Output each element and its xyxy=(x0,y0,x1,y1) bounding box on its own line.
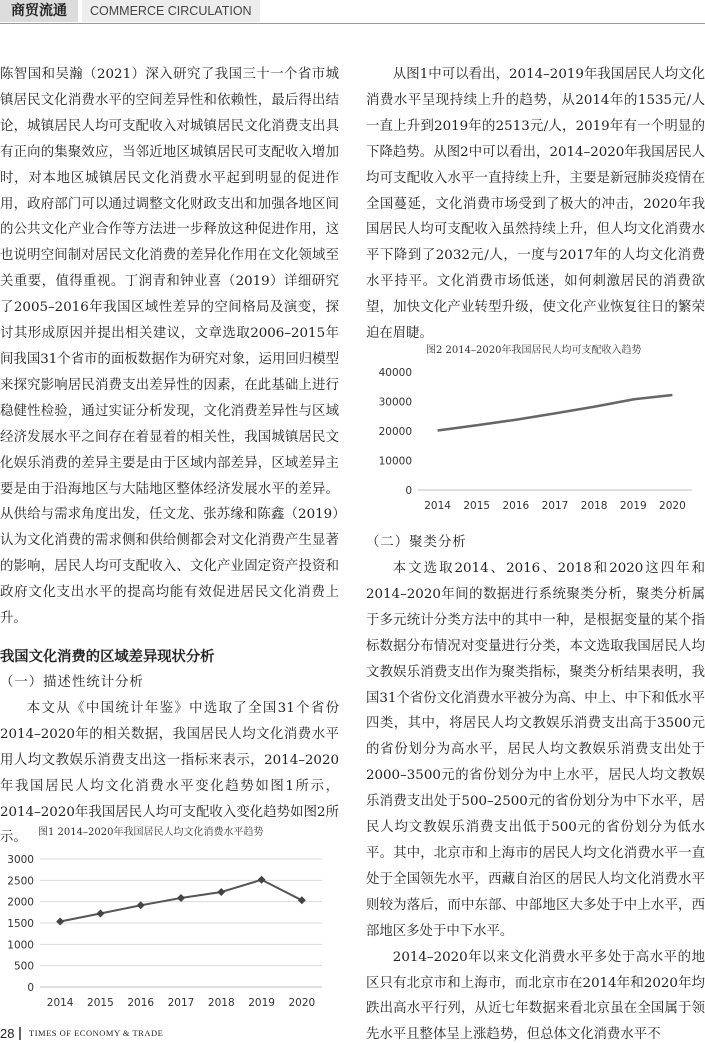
figure-2-y-tick-label: 10000 xyxy=(378,455,412,468)
figure-1-x-tick-label: 2019 xyxy=(248,997,275,1009)
figure-1-data-point xyxy=(96,909,104,917)
figure-1-data-point xyxy=(137,901,145,909)
figure-2-y-tick-label: 0 xyxy=(405,485,412,497)
right-paragraph-1: 从图1中可以看出，2014–2019年我国居民人均文化消费水平呈现持续上升的趋势，从2014年的1535元/人一直上升到2019年的2513元/人，2019年有一个明显的下降趋势。从图2中可以看出，2014–2020年我国居民人均可支配收入水平一直持续上升，主要是新冠肺炎疫情在全国蔓延，文化消费市场受到了极大的冲击，2020年我国居民人均可支配收入虽然持续上升，但人均文化消费水平下降到了2032元/人，一度与2017年的人均文化消费水平持平。文化消费市场低迷，如何刺激居民的消费欲望，加快文化产业转型升级，使文化产业恢复往日的繁荣迫在眉睫。 xyxy=(366,67,705,342)
figure-1-y-tick-label: 1500 xyxy=(7,918,34,930)
figure-1-data-point xyxy=(177,894,185,902)
figure-2-series-line xyxy=(438,395,673,430)
figure-2-caption: 图2 2014–2020年我国居民人均可支配收入趋势 xyxy=(426,345,642,356)
figure-1-x-tick-label: 2014 xyxy=(46,997,74,1009)
figure-1 xyxy=(0,826,339,1014)
figure-2-chart xyxy=(366,360,705,516)
figure-1-data-point xyxy=(298,896,306,904)
left-column xyxy=(0,62,339,851)
page-footer xyxy=(0,1024,705,1043)
header-rule xyxy=(0,23,705,24)
figure-1-x-tick-label: 2015 xyxy=(87,997,114,1009)
figure-1-x-tick-label: 2017 xyxy=(167,997,195,1009)
figure-1-x-tick-label: 2016 xyxy=(127,997,155,1009)
section-title: 我国文化消费的区域差异现状分析 xyxy=(0,648,215,665)
figure-1-x-tick-label: 2020 xyxy=(288,997,316,1009)
figure-2-x-tick-label: 2018 xyxy=(580,500,608,512)
figure-2-x-tick-label: 2015 xyxy=(463,500,491,512)
figure-1-data-point xyxy=(56,918,64,926)
section-label-en: COMMERCE CIRCULATION xyxy=(82,0,260,22)
footer-divider xyxy=(19,1027,21,1040)
figure-1-y-tick-label: 1000 xyxy=(7,939,34,952)
right-paragraph-2: 本文选取2014、2016、2018和2020这四年和2014–2020年间的数据进行系统聚类分析，聚类分析属于多元统计分类方法中的其中一种，是根据变量的某个指标数据分布情况对变量进行分类，本文选取我国居民人均文教娱乐消费支出作为聚类指标，聚类分析结果表明，我国31个省份文化消费水平被分为高、中上、中下和低水平四类，其中，将居民人均文教娱乐消费支出高于3500元的省份划分为高水平，居民人均文教娱乐消费支出处于2000–3500元的省份划分为中上水平，居民人均文教娱乐消费支出处于500–2500元的省份划分为中下水平，居民人均文教娱乐消费支出低于500元的省份划分为低水平。其中，北京市和上海市的居民人均文化消费水平一直处于全国领先水平，西藏自治区的居民人均文化消费水平则较为落后，而中东部、中部地区大多处于中上水平，西部地区多处于中下水平。 xyxy=(366,561,705,939)
right-column-top xyxy=(366,62,705,347)
figure-2-x-tick-label: 2016 xyxy=(502,500,530,512)
figure-1-y-tick-label: 3000 xyxy=(7,854,34,866)
figure-2-x-tick-label: 2020 xyxy=(659,500,686,512)
figure-2 xyxy=(366,344,705,516)
figure-1-y-tick-label: 0 xyxy=(27,982,34,994)
subsection-title-1: （一）描述性统计分析 xyxy=(0,674,144,690)
figure-1-y-tick-label: 2000 xyxy=(7,896,34,909)
left-paragraph-2: 本文从《中国统计年鉴》中选取了全国31个省份2014–2020年的相关数据，我国居民人均文化消费水平用人均文教娱乐消费支出这一指标来表示，2014–2020年我国居民人均文化消费水平变化趋势如图1所示，2014–2020年我国居民人均可支配收入变化趋势如图2所示。 xyxy=(0,700,339,846)
figure-1-data-point xyxy=(258,876,266,884)
figure-1-y-tick-label: 500 xyxy=(13,960,34,973)
figure-1-y-tick-label: 2500 xyxy=(7,875,34,888)
figure-2-y-tick-label: 20000 xyxy=(378,426,412,438)
left-paragraph-1: 陈智国和吴瀚（2021）深入研究了我国三十一个省市城镇居民文化消费水平的空间差异性和依赖性，最后得出结论，城镇居民人均可支配收入对城镇居民文化消费支出具有正向的集聚效应，当邻近地区城镇居民可支配收入增加时，对本地区城镇居民文化消费水平起到明显的促进作用，政府部门可以通过调整文化财政支出和加强各地区间的公共文化产业合作等方法进一步释放这种促进作用，这也说明空间制对居民文化消费的差异化作用在文化领域至关重要，值得重视。丁润青和钟业喜（2019）详细研究了2005–2016年我国区域性差异的空间格局及演变，探讨其形成原因并提出相关建议，文章选取2006–2015年间我国31个省市的面板数据作为研究对象，运用回归模型来探究影响居民消费支出差异性的因素，在此基础上进行稳健性检验，通过实证分析发现，文化消费差异性与区域经济发展水平之间存在着显着的相关性，我国城镇居民文化娱乐消费的差异主要是由于区域内部差异，区域差异主要是由于沿海地区与大陆地区整体经济发展水平的差异。从供给与需求角度出发，任文龙、张苏缘和陈鑫（2019）认为文化消费的需求侧和供给侧都会对文化消费产生显著的影响，居民人均可支配收入、文化产业固定资产投资和政府文化支出水平的提高均能有效促进居民文化消费上升。 xyxy=(0,67,339,627)
right-column-bottom xyxy=(366,530,705,1043)
figure-1-x-tick-label: 2018 xyxy=(207,997,235,1009)
figure-1-data-point xyxy=(217,888,225,896)
figure-2-x-tick-label: 2017 xyxy=(541,500,569,512)
figure-2-x-tick-label: 2014 xyxy=(424,500,451,512)
figure-2-x-tick-label: 2019 xyxy=(619,500,647,512)
figure-1-chart xyxy=(0,842,339,1014)
figure-2-y-tick-label: 30000 xyxy=(378,396,412,409)
right-paragraph-3: 2014–2020年以来文化消费水平多处于高水平的地区只有北京市和上海市，而北京市在2014年和2020年均跌出高水平行列，从近七年数据来看北京虽在全国属于领先水平且整体呈上涨趋势，但总体文化消费水平不 xyxy=(366,949,705,1043)
figure-2-y-tick-label: 40000 xyxy=(378,367,412,379)
section-label-zh: 商贸流通 xyxy=(0,0,78,22)
page-number: 28 xyxy=(0,1026,15,1041)
subsection-title-2: （二）聚类分析 xyxy=(366,535,467,550)
running-header xyxy=(0,0,705,24)
figure-1-caption: 图1 2014–2020年我国居民人均文化消费水平趋势 xyxy=(38,827,264,838)
journal-name: TIMES OF ECONOMY & TRADE xyxy=(29,1028,164,1038)
